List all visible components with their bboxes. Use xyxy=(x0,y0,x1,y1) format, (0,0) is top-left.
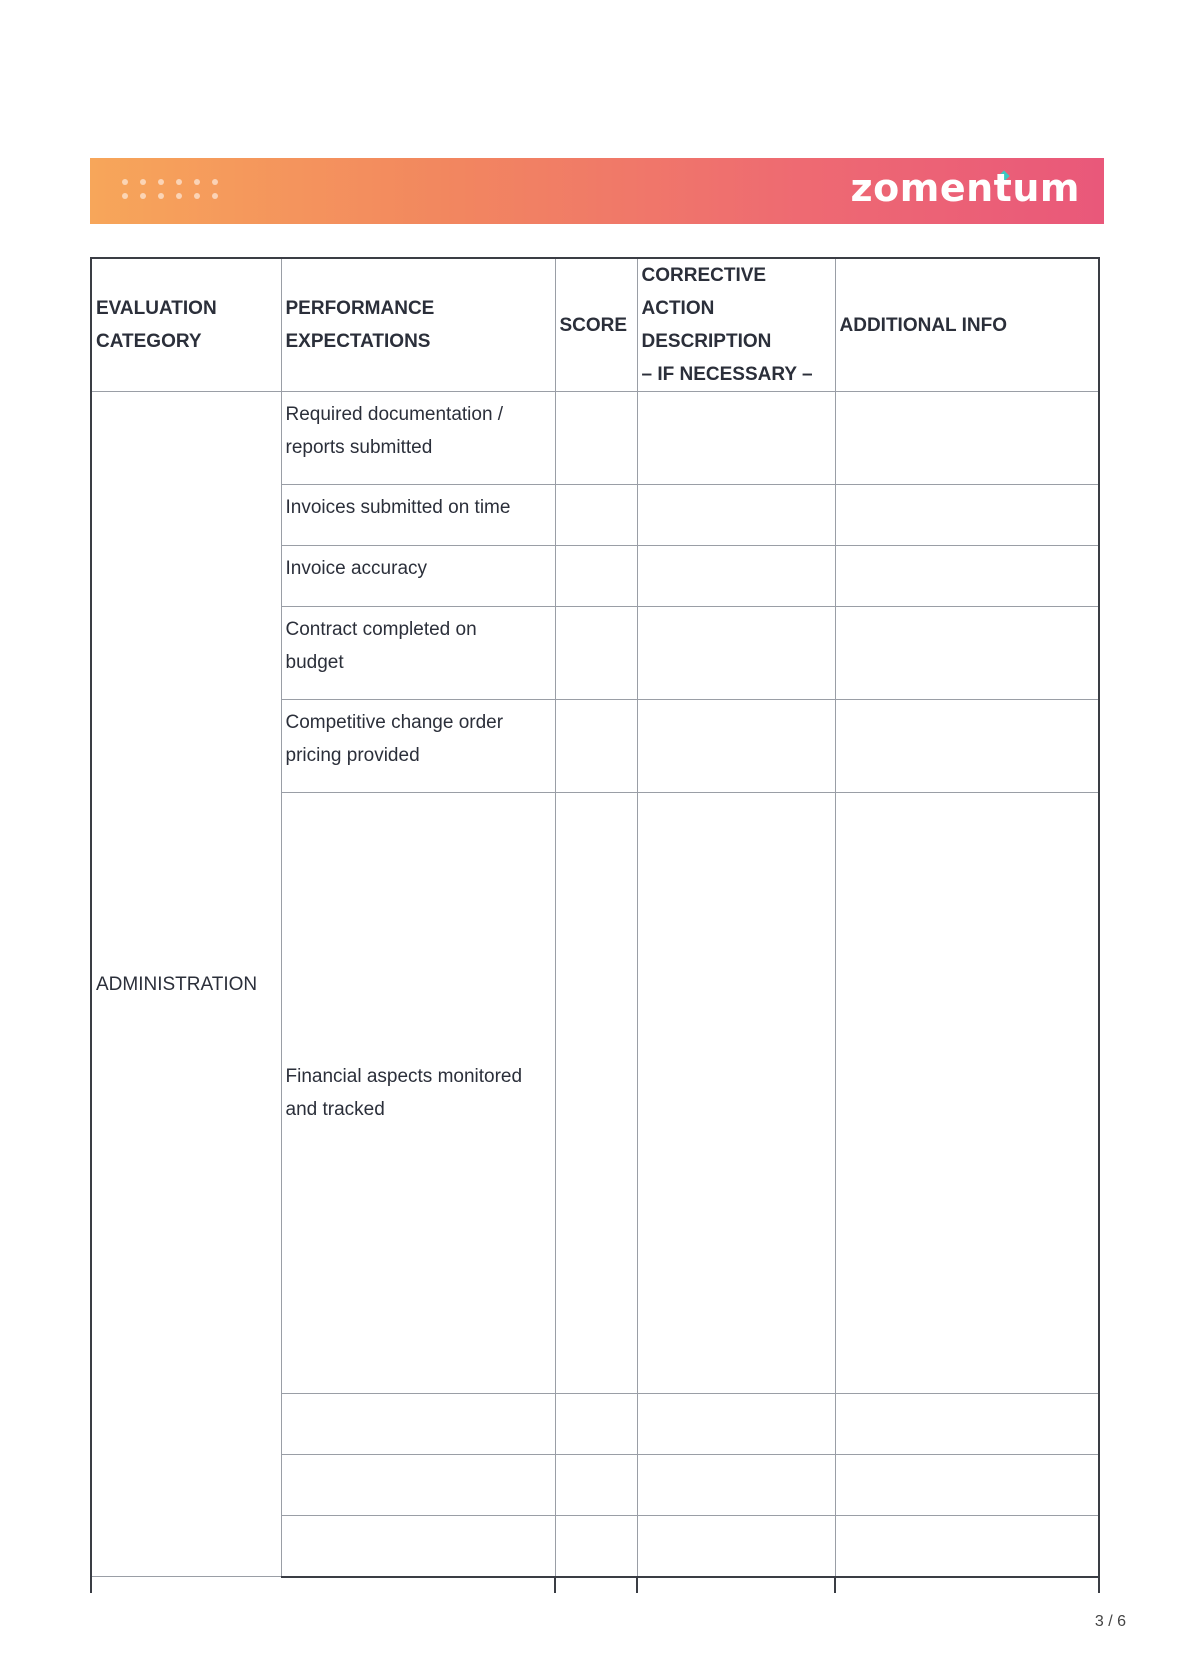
corrective-cell[interactable] xyxy=(637,485,835,546)
corrective-cell[interactable] xyxy=(637,1516,835,1577)
table-continuation xyxy=(91,1577,1099,1593)
table-header-row xyxy=(91,258,1099,392)
additional-cell[interactable] xyxy=(835,392,1099,485)
additional-cell[interactable] xyxy=(835,793,1099,1394)
expectation-cell: Competitive change order pricing provided xyxy=(281,700,555,793)
expectation-cell: Required documentation / reports submitted xyxy=(281,392,555,485)
additional-cell[interactable] xyxy=(835,1394,1099,1455)
page-number: 3 / 6 xyxy=(1094,1613,1126,1630)
score-cell[interactable] xyxy=(555,700,637,793)
corrective-cell[interactable] xyxy=(637,793,835,1394)
table-row xyxy=(91,392,1099,485)
score-cell[interactable] xyxy=(555,392,637,485)
corrective-cell[interactable] xyxy=(637,607,835,700)
score-cell[interactable] xyxy=(555,1516,637,1577)
header-additional-info: ADDITIONAL INFO xyxy=(835,258,1099,392)
score-cell[interactable] xyxy=(555,793,637,1394)
score-cell[interactable] xyxy=(555,1394,637,1455)
expectation-cell: Invoices submitted on time xyxy=(281,485,555,546)
additional-cell[interactable] xyxy=(835,700,1099,793)
header-corrective-action: CORRECTIVE ACTION DESCRIPTION – IF NECESSARY – xyxy=(637,258,835,392)
expectation-cell[interactable] xyxy=(281,1455,555,1516)
expectation-cell[interactable] xyxy=(281,1516,555,1577)
dot-pattern-decoration xyxy=(122,179,226,205)
corrective-cell[interactable] xyxy=(637,546,835,607)
expectation-cell: Invoice accuracy xyxy=(281,546,555,607)
corrective-cell[interactable] xyxy=(637,1394,835,1455)
score-cell[interactable] xyxy=(555,607,637,700)
additional-cell[interactable] xyxy=(835,546,1099,607)
header-performance-expectations: PERFORMANCE EXPECTATIONS xyxy=(281,258,555,392)
expectation-cell: Financial aspects monitored and tracked xyxy=(281,793,555,1394)
brand-logo: zomentum xyxy=(850,166,1080,210)
corrective-cell[interactable] xyxy=(637,392,835,485)
category-cell: ADMINISTRATION xyxy=(91,392,281,1577)
corrective-cell[interactable] xyxy=(637,700,835,793)
header-evaluation-category: EVALUATION CATEGORY xyxy=(91,258,281,392)
evaluation-table xyxy=(90,257,1100,1593)
corrective-cell[interactable] xyxy=(637,1455,835,1516)
expectation-cell[interactable] xyxy=(281,1394,555,1455)
additional-cell[interactable] xyxy=(835,1455,1099,1516)
header-banner xyxy=(90,158,1104,224)
additional-cell[interactable] xyxy=(835,607,1099,700)
header-score: SCORE xyxy=(555,258,637,392)
expectation-cell: Contract completed on budget xyxy=(281,607,555,700)
additional-cell[interactable] xyxy=(835,485,1099,546)
score-cell[interactable] xyxy=(555,546,637,607)
additional-cell[interactable] xyxy=(835,1516,1099,1577)
score-cell[interactable] xyxy=(555,1455,637,1516)
score-cell[interactable] xyxy=(555,485,637,546)
